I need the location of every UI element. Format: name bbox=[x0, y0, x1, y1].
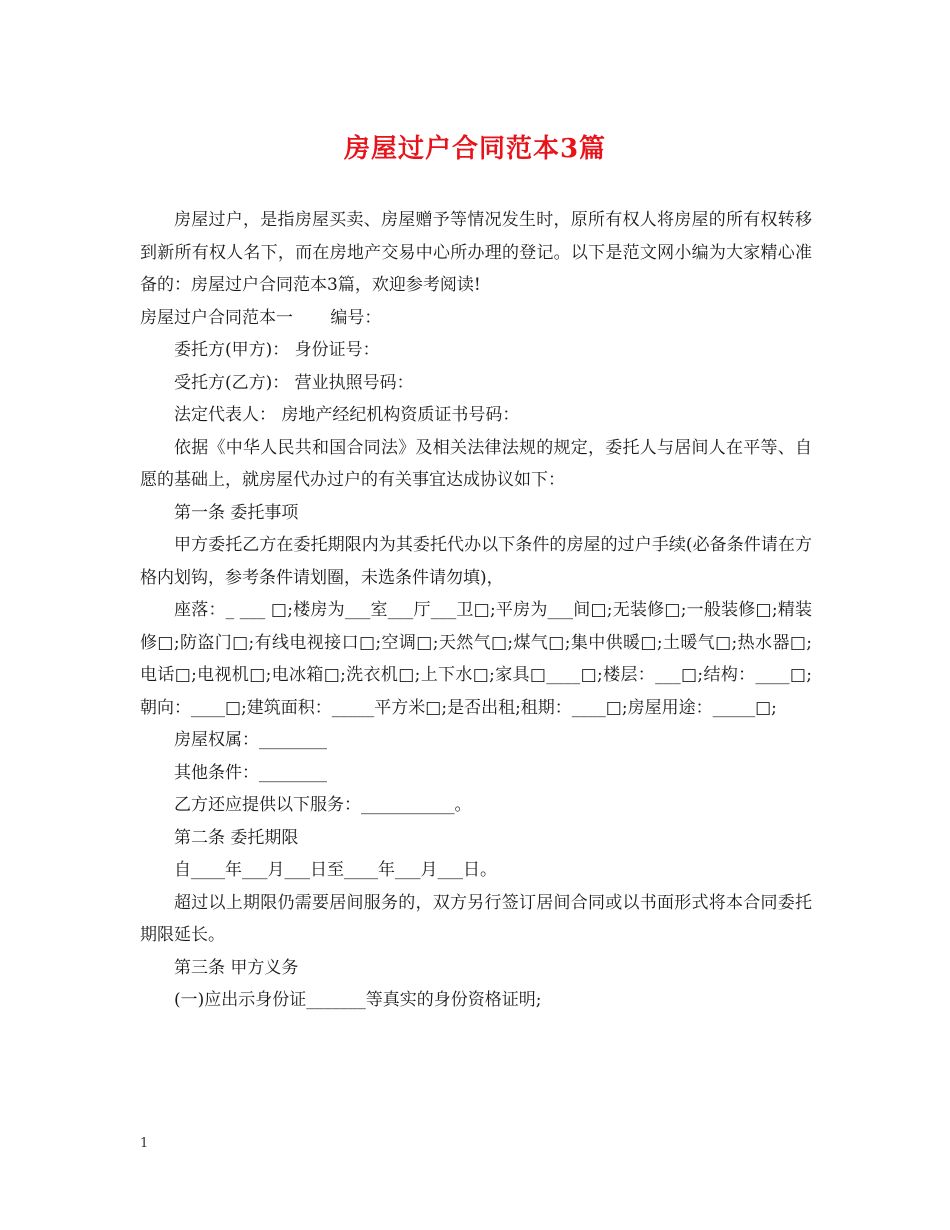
intro-paragraph: 房屋过户，是指房屋买卖、房屋赠予等情况发生时，原所有权人将房屋的所有权转移到新所有权人名下，而在房地产交易中心所办理的登记。以下是范文网小编为大家精心准备的：房屋过户合同范本3篇，欢迎参考阅读! bbox=[140, 210, 812, 295]
period-line: 自____年___月___日至____年___月___日。 bbox=[174, 860, 497, 880]
legal-rep-line: 法定代表人： 房地产经纪机构资质证书号码： bbox=[174, 405, 520, 425]
location-paragraph: 座落：_ ___ □;楼房为___室___厅___卫□;平房为___间□;无装修□;一般装修□;精装修□;防盗门□;有线电视接口□;空调□;天然气□;煤气□;集中供暖□;土暖气□;热水器□;电话□;电视机□;电冰箱□;洗衣机□;上下水□;家具□____□;楼层：___□;结构：____□;朝向：____□;建筑面积：_____平方米□;是否出租;租期：____□;房屋用途：_____□; bbox=[140, 600, 812, 718]
article1-title: 第一条 委托事项 bbox=[174, 502, 299, 523]
section1-number-label: 编号： bbox=[330, 307, 382, 328]
duty1-line: (一)应出示身份证_______等真实的身份资格证明; bbox=[174, 990, 542, 1010]
services-line: 乙方还应提供以下服务：___________。 bbox=[174, 795, 472, 815]
section1-heading-line bbox=[140, 302, 812, 335]
document-body bbox=[140, 204, 812, 1017]
extension-paragraph: 超过以上期限仍需要居间服务的，双方另行签订居间合同或以书面形式将本合同委托期限延长。 bbox=[140, 892, 812, 945]
section1-title: 房屋过户合同范本一 bbox=[140, 307, 293, 328]
ownership-line: 房屋权属：________ bbox=[174, 730, 327, 750]
article1-text: 甲方委托乙方在委托期限内为其委托代办以下条件的房屋的过户手续(必备条件请在方格内划钩，参考条件请划圈，未选条件请勿填)， bbox=[140, 535, 812, 588]
article3-title: 第三条 甲方义务 bbox=[174, 957, 299, 978]
basis-paragraph: 依据《中华人民共和国合同法》及相关法律法规的规定，委托人与居间人在平等、自愿的基础上，就房屋代办过户的有关事宜达成协议如下： bbox=[140, 437, 812, 490]
page-number: 1 bbox=[140, 1136, 149, 1151]
other-conditions-line: 其他条件：________ bbox=[174, 762, 327, 783]
document-title: 房屋过户合同范本3篇 bbox=[343, 134, 607, 164]
party-a-line: 委托方(甲方)： 身份证号： bbox=[174, 340, 380, 360]
article2-title: 第二条 委托期限 bbox=[174, 827, 299, 848]
party-b-line: 受托方(乙方)： 营业执照号码： bbox=[174, 372, 414, 393]
